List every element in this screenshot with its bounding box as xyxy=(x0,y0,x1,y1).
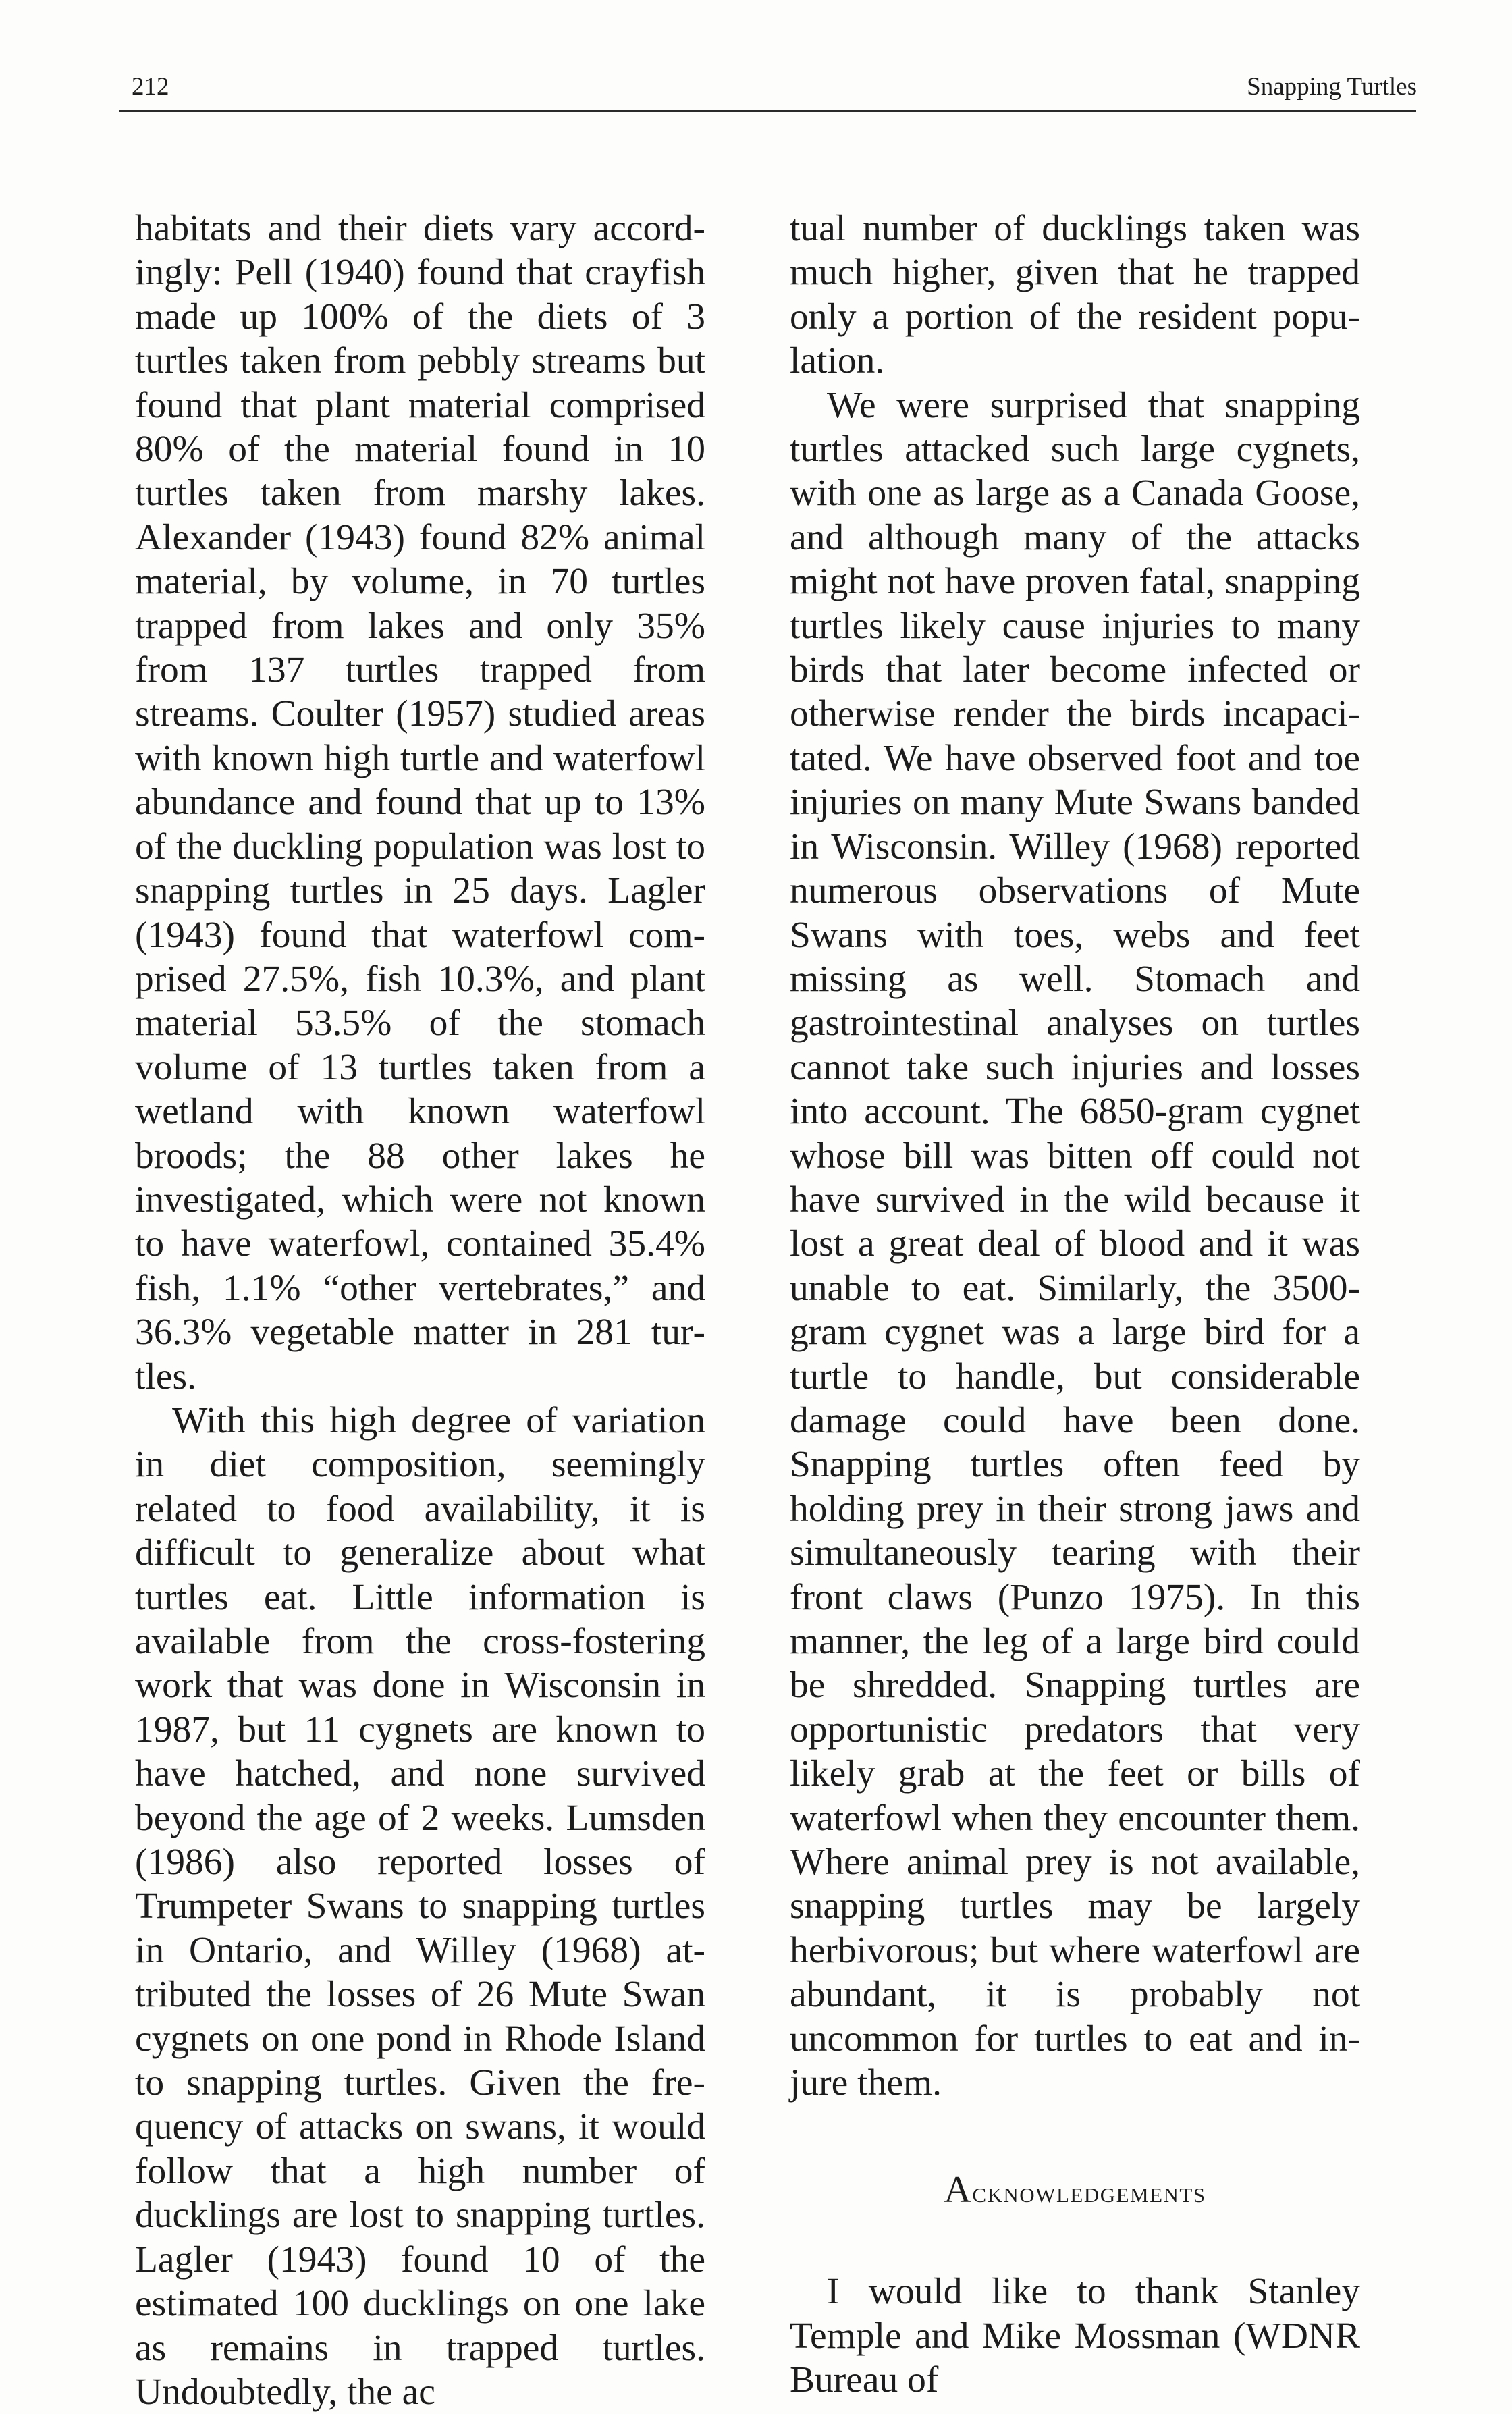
running-title: Snapping Turtles xyxy=(1247,73,1417,101)
paragraph: We were surprised that snapping turtles attacked such large cygnets, with one as large as a Canada Goose, and although many of the attacks might not have proven fatal, snapping turtles likely cause injuries to many birds that later become infected or otherwise render the birds incapacitated. We have observed foot and toe injuries on many Mute Swans banded in Wisconsin. Willey (1968) reported numerous observations of Mute Swans with toes, webs and feet missing as well. Stomach and gastrointestinal analyses on turtles cannot take such injuries and losses into account. The 6850-gram cygnet whose bill was bitten off could not have survived in the wild because it lost a great deal of blood and it was unable to eat. Similarly, the 3500-gram cygnet was a large bird for a turtle to handle, but considerable damage could have been done. Snapping turtles often feed by holding prey in their strong jaws and simultaneously tearing with their front claws (Punzo 1975). In this manner, the leg of a large bird could be shredded. Snapping turtles are opportunistic predators that very likely grab at the feet or bills of waterfowl when they encounter them. Where animal prey is not available, snapping turtles may be largely herbivorous; but where waterfowl are abundant, it is probably not uncommon for turtles to eat and injure them. xyxy=(790,384,1360,2104)
page-number: 212 xyxy=(132,73,169,101)
section-heading-acknowledgements xyxy=(790,2170,1360,2213)
right-column xyxy=(790,207,1360,2403)
paragraph: tual number of ducklings taken was much higher, given that he trapped only a portion of the resident population. xyxy=(790,208,1360,382)
paragraph: I would like to thank Stanley Temple and Mike Mossman (WDNR Bureau of xyxy=(790,2271,1360,2401)
heading-rest: cknowledgements xyxy=(972,2176,1206,2209)
header-rule xyxy=(119,110,1416,112)
paragraph: With this high degree of variation in diet composition, seemingly related to food availability, it is difficult to generalize about what turtles eat. Little information is available from the cross-fostering work that was done in Wisconsin in 1987, but 11 cygnets are known to have hatched, and none survived beyond the age of 2 weeks. Lumsden (1986) also reported losses of Trumpeter Swans to snapping turtles in Ontario, and Willey (1968) attributed the losses of 26 Mute Swan cygnets on one pond in Rhode Island to snapping turtles. Given the frequency of attacks on swans, it would follow that a high number of ducklings are lost to snapping turtles. Lagler (1943) found 10 of the estimated 100 ducklings on one lake as remains in trapped turtles. Undoubtedly, the ac xyxy=(135,1399,705,2413)
heading-initial: A xyxy=(944,2169,973,2211)
running-header xyxy=(132,70,1417,104)
paragraph: habitats and their diets vary accordingly: Pell (1940) found that crayfish made up 100% of the diets of 3 turtles taken from pebbly streams but found that plant material comprised 80% of the material found in 10 turtles taken from marshy lakes. Alexander (1943) found 82% animal material, by volume, in 70 turtles trapped from lakes and only 35% from 137 turtles trapped from streams. Coulter (1957) studied areas with known high turtle and waterfowl abundance and found that up to 13% of the duckling population was lost to snapping turtles in 25 days. Lagler (1943) found that waterfowl comprised 27.5%, fish 10.3%, and plant material 53.5% of the stomach volume of 13 turtles taken from a wetland with known waterfowl broods; the 88 other lakes he investigated, which were not known to have waterfowl, contained 35.4% fish, 1.1% “other vertebrates,” and 36.3% vegetable matter in 281 turtles. xyxy=(135,208,705,1397)
left-column xyxy=(135,207,705,2414)
